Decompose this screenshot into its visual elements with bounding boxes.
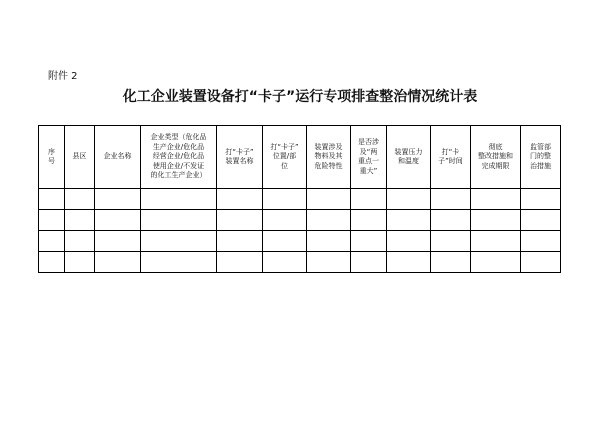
- column-header-line: 企业名称: [103, 152, 132, 161]
- column-header-line: 的化工生产企业）: [150, 171, 207, 180]
- column-header-line: 重点一: [358, 157, 379, 165]
- table-cell[interactable]: [217, 231, 263, 252]
- table-cell[interactable]: [307, 252, 351, 273]
- column-header: [351, 126, 387, 189]
- column-header-line: 县区: [72, 152, 87, 161]
- table-cell[interactable]: [65, 210, 95, 231]
- table-cell[interactable]: [521, 189, 561, 210]
- table-cell[interactable]: [471, 189, 521, 210]
- table-cell[interactable]: [431, 189, 471, 210]
- table-cell[interactable]: [351, 252, 387, 273]
- table-cell[interactable]: [65, 252, 95, 273]
- column-header-line: 位置/部: [272, 152, 297, 161]
- table-cell[interactable]: [263, 231, 307, 252]
- table-row: [39, 252, 561, 273]
- column-header-line: 位: [281, 161, 288, 170]
- statistics-table: [38, 125, 561, 273]
- column-header: [95, 126, 141, 189]
- column-header: [263, 126, 307, 189]
- column-header-line: 整改措施和: [478, 152, 513, 161]
- column-header: [431, 126, 471, 189]
- table-cell[interactable]: [217, 210, 263, 231]
- table-row: [39, 210, 561, 231]
- column-header-line: 子”时间: [438, 157, 463, 165]
- column-header: [141, 126, 217, 189]
- table-cell[interactable]: [431, 210, 471, 231]
- table-cell[interactable]: [217, 252, 263, 273]
- table-cell[interactable]: [141, 210, 217, 231]
- table-body: [39, 189, 561, 273]
- table-cell[interactable]: [141, 252, 217, 273]
- column-header-line: 打“卡子”: [225, 147, 254, 156]
- column-header-line: 门的整: [530, 152, 551, 161]
- table-cell[interactable]: [39, 231, 65, 252]
- column-header-line: 企业类型（危化品: [150, 133, 207, 142]
- table-cell[interactable]: [387, 210, 431, 231]
- table-cell[interactable]: [471, 252, 521, 273]
- column-header-line: 打“卡子”: [270, 142, 299, 151]
- table-cell[interactable]: [387, 231, 431, 252]
- table-cell[interactable]: [95, 231, 141, 252]
- table-cell[interactable]: [521, 231, 561, 252]
- column-header-line: 装置涉及: [314, 142, 343, 151]
- column-header-line: 装置名称: [225, 157, 254, 165]
- table-cell[interactable]: [471, 210, 521, 231]
- column-header-line: 危险特性: [314, 161, 343, 170]
- column-header-line: 装置压力: [394, 147, 423, 156]
- table-cell[interactable]: [95, 252, 141, 273]
- table-cell[interactable]: [217, 189, 263, 210]
- column-header-line: 是否涉: [358, 138, 379, 146]
- column-header-line: 生产企业/危化品: [152, 142, 205, 151]
- table-cell[interactable]: [263, 210, 307, 231]
- column-header-line: 彻底: [488, 142, 503, 151]
- table-cell[interactable]: [307, 189, 351, 210]
- table-cell[interactable]: [521, 210, 561, 231]
- table-cell[interactable]: [65, 189, 95, 210]
- table-cell[interactable]: [141, 189, 217, 210]
- table-cell[interactable]: [351, 231, 387, 252]
- table-cell[interactable]: [263, 189, 307, 210]
- table-cell[interactable]: [351, 189, 387, 210]
- column-header-line: 经营企业/危化品: [152, 152, 205, 161]
- table-cell[interactable]: [521, 252, 561, 273]
- column-header: [387, 126, 431, 189]
- column-header-line: 物料及其: [314, 152, 343, 161]
- column-header: [471, 126, 521, 189]
- table-cell[interactable]: [39, 189, 65, 210]
- table-cell[interactable]: [263, 252, 307, 273]
- table-cell[interactable]: [471, 231, 521, 252]
- column-header-line: 完成期限: [481, 161, 510, 170]
- column-header-line: 号: [48, 157, 55, 165]
- column-header: [307, 126, 351, 189]
- column-header-line: 使用企业/不发证: [152, 161, 205, 170]
- table-cell[interactable]: [351, 210, 387, 231]
- column-header-line: 和温度: [398, 157, 419, 165]
- column-header: [217, 126, 263, 189]
- table-cell[interactable]: [65, 231, 95, 252]
- table-cell[interactable]: [307, 210, 351, 231]
- attachment-label: 附件 2: [48, 71, 78, 82]
- column-header-line: 重大”: [359, 166, 378, 175]
- table-header-row: [39, 126, 561, 189]
- column-header-line: 打“卡: [441, 147, 460, 156]
- table-row: [39, 231, 561, 252]
- table-cell[interactable]: [141, 231, 217, 252]
- table-cell[interactable]: [387, 252, 431, 273]
- table-cell[interactable]: [307, 231, 351, 252]
- table-cell[interactable]: [431, 231, 471, 252]
- column-header: [521, 126, 561, 189]
- table-cell[interactable]: [431, 252, 471, 273]
- document-title: 化工企业装置设备打“卡子”运行专项排查整治情况统计表: [122, 89, 478, 105]
- table-cell[interactable]: [95, 210, 141, 231]
- column-header-line: 治措施: [530, 161, 551, 170]
- table-cell[interactable]: [39, 252, 65, 273]
- column-header-line: 及“两: [359, 147, 378, 156]
- column-header-line: 监管部: [530, 142, 551, 151]
- column-header-line: 序: [48, 147, 55, 156]
- column-header: [65, 126, 95, 189]
- table-cell[interactable]: [387, 189, 431, 210]
- table-cell[interactable]: [95, 189, 141, 210]
- table-row: [39, 189, 561, 210]
- table-cell[interactable]: [39, 210, 65, 231]
- column-header: [39, 126, 65, 189]
